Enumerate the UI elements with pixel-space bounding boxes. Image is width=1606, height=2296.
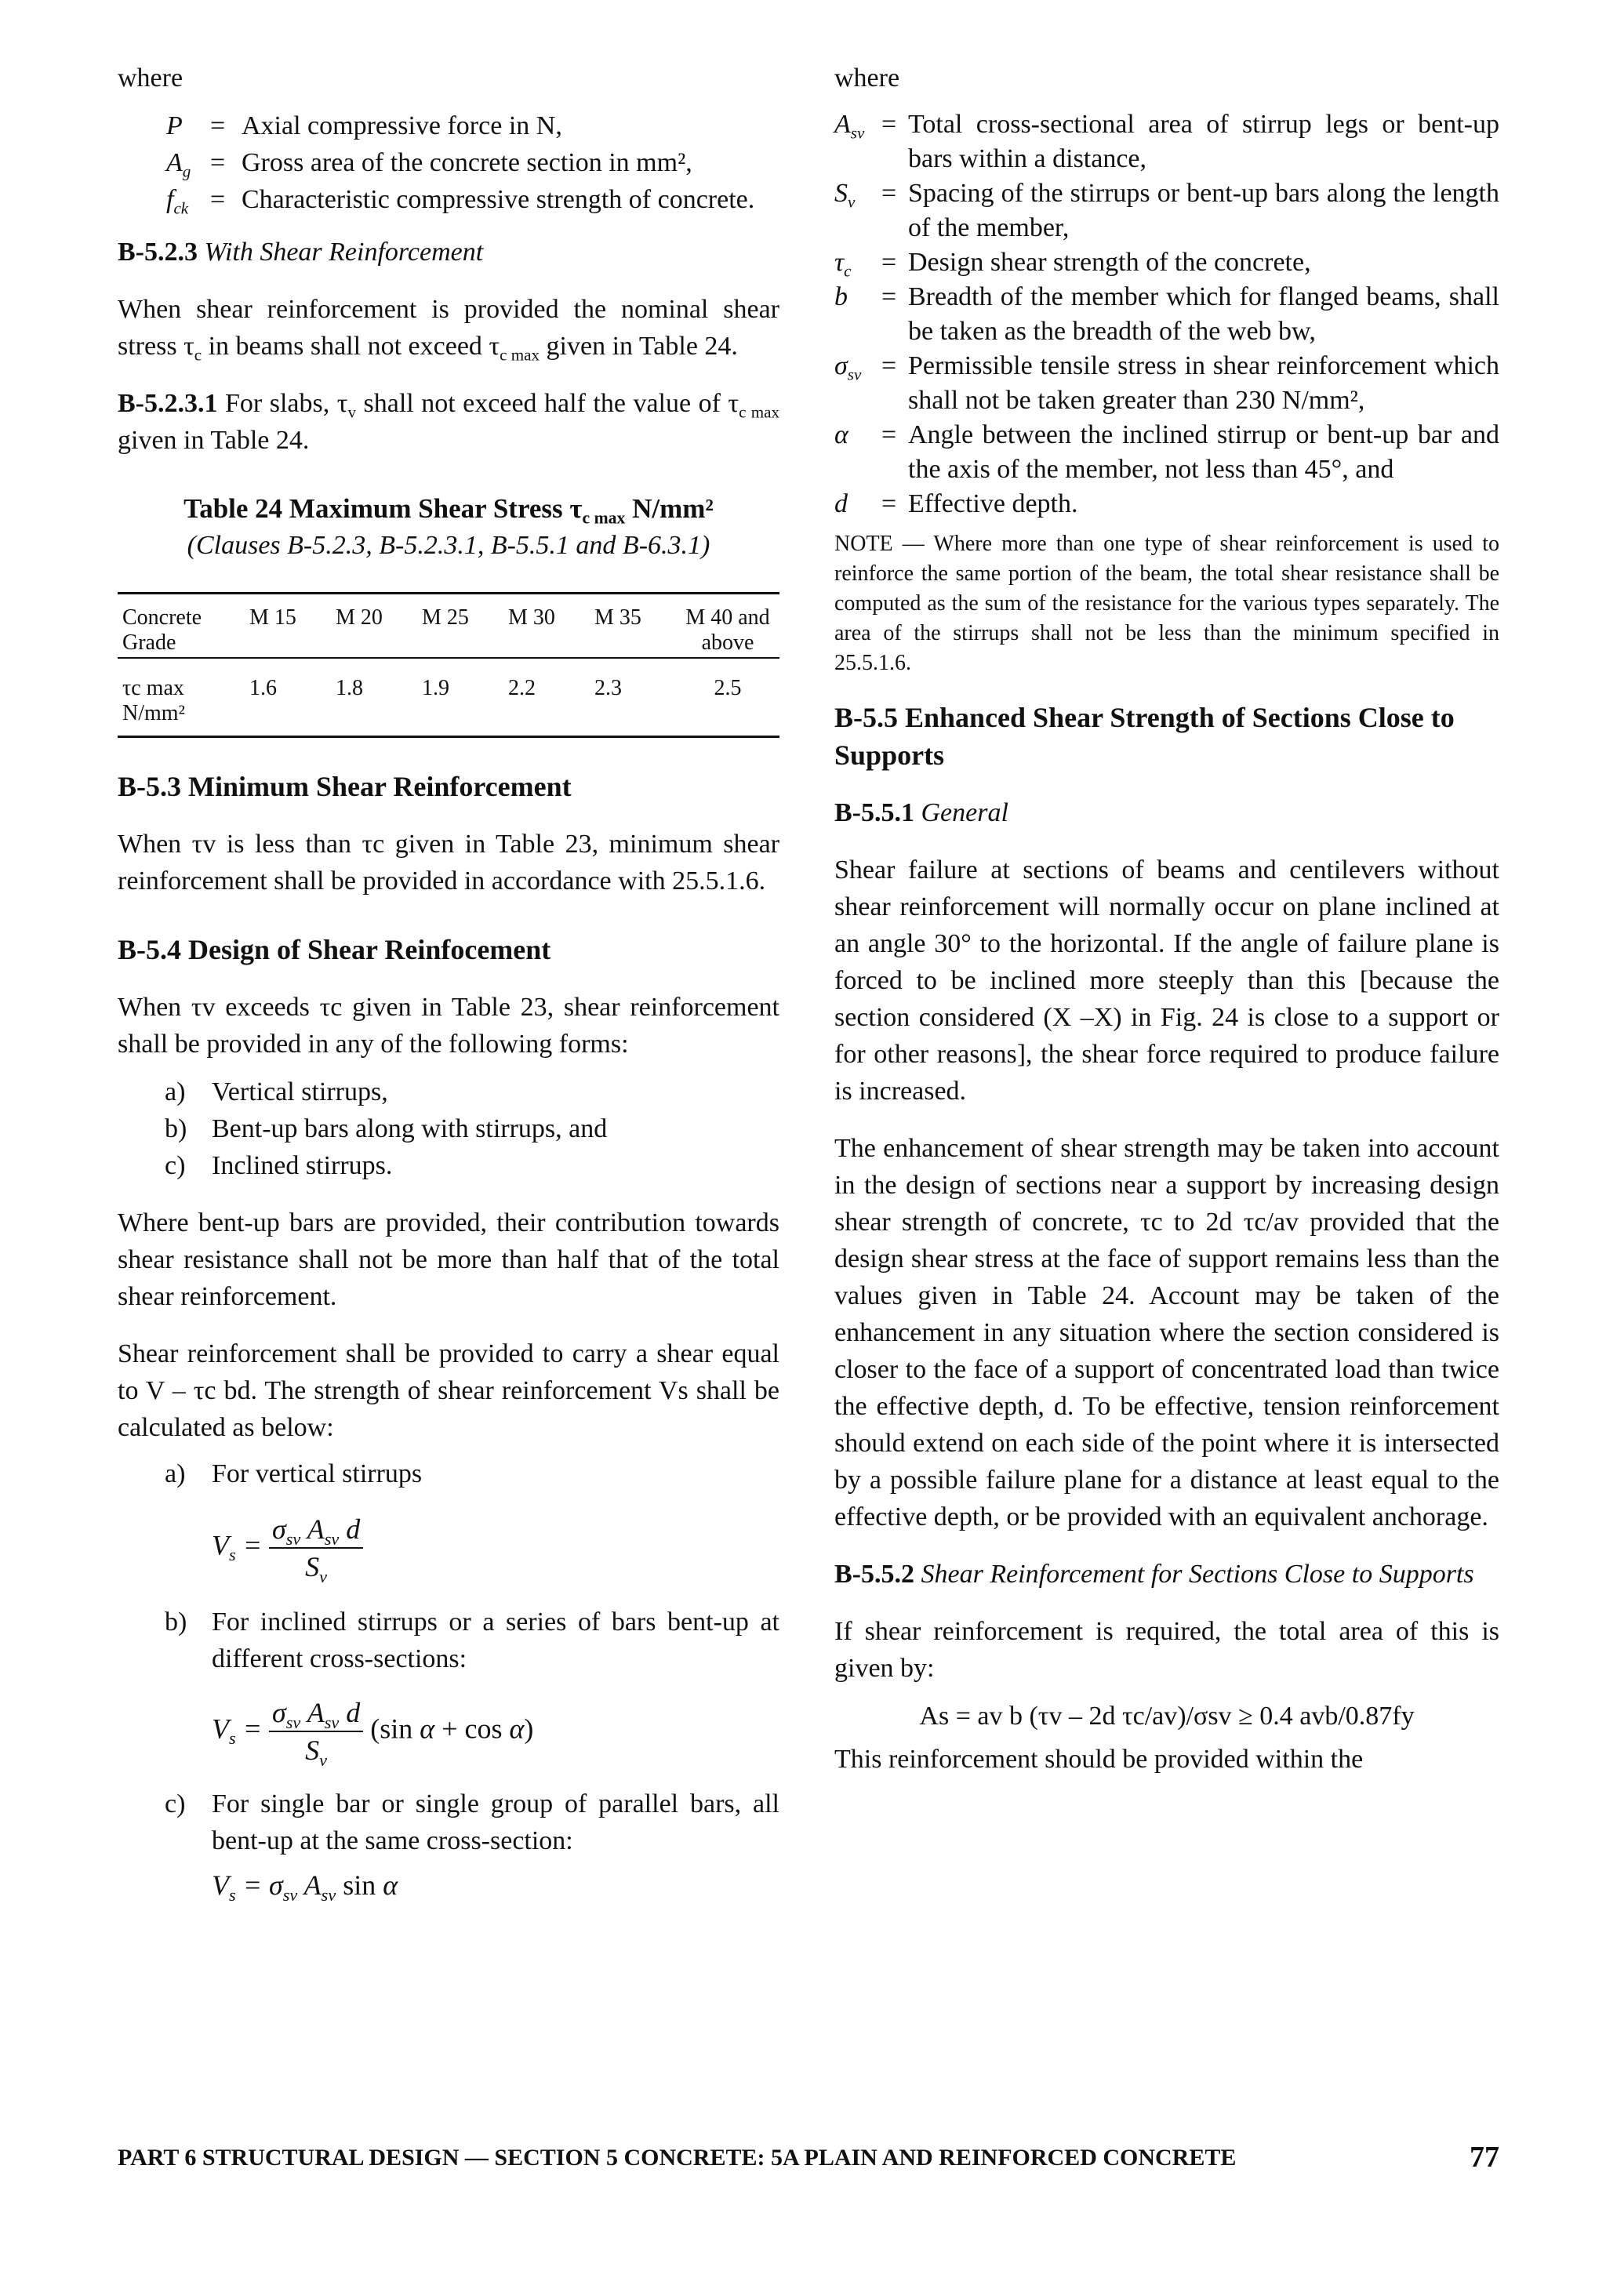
table-cell: 2.3 — [594, 676, 622, 700]
list-key: b) — [165, 1608, 187, 1637]
formula-single-bar: $V_s = \sigma_{sv}$ $A_{sv}$ sin α — [212, 1869, 398, 1905]
def-equals: = — [210, 148, 226, 177]
table-cell: 2.2 — [508, 676, 536, 700]
def-symbol: P — [166, 111, 183, 140]
axial-definitions — [118, 107, 779, 218]
case-c-text: For single bar or single group of parallel bars, all bent-up at the same cross-section: — [212, 1789, 779, 1855]
def-symbol: $f_{ck}$ — [166, 185, 189, 218]
def-symbol: b — [834, 282, 848, 311]
page-number: 77 — [1470, 2141, 1499, 2174]
list-key: c) — [165, 1151, 186, 1180]
where-label: where — [834, 64, 900, 93]
clause-b551-heading: B-5.5.1 General — [834, 798, 1008, 827]
table-cell: 1.9 — [422, 676, 449, 700]
def-symbol: $A_{sv}$ — [834, 110, 865, 143]
def-text: Axial compressive force in N, — [242, 111, 562, 140]
right-column — [834, 60, 1499, 1778]
shear-carry-text: Shear reinforcement shall be provided to carry a shear equal to V – τc bd. The strength of shear reinforcement Vs shall be calculated as below: — [118, 1339, 779, 1442]
def-text: Gross area of the concrete section in mm², — [242, 148, 692, 177]
clause-b523-text: When shear reinforcement is provided the nominal shear stress $\tau_c$ in beams shall not exceed $\tau_{c max}$ given in Table 24. — [118, 295, 779, 365]
def-equals: = — [881, 248, 897, 277]
table-cell: 1.8 — [336, 676, 363, 700]
list-item: Inclined stirrups. — [212, 1151, 393, 1180]
shear-failure-text: Shear failure at sections of beams and centilevers without shear reinforcement will normally occur on plane inclined at an angle 30° to the horizontal. If the angle of failure plane is forced to be inclined more steeply than this [because the section considered (X –X) in Fig. 24 is close to a support or for other reasons], the shear force required to produce failure is increased. — [834, 856, 1499, 1106]
def-symbol: $\tau_c$ — [834, 248, 852, 281]
page-footer — [118, 2141, 1499, 2174]
def-equals: = — [881, 489, 897, 518]
shear-area-text: If shear reinforcement is required, the total area of this is given by: — [834, 1617, 1499, 1683]
table-value-row — [118, 658, 779, 737]
list-key: a) — [165, 1459, 186, 1488]
def-text: Characteristic compressive strength of concrete. — [242, 185, 755, 214]
enhancement-text: The enhancement of shear strength may be taken into account in the design of sections near a support by increasing design shear strength of concrete, τc to 2d τc/av provided that the design shear stress at the face of support remains less than the values given in Table 24. Account may be taken of the enhancement in any situation where the section considered is closer to the face of a support of concentrated load than twice the effective depth, d. To be effective, tension reinforcement should extend on each side of the point where it is intersected by a possible failure plane for a distance at least equal to the effective depth, or be provided with an equivalent anchorage. — [834, 1134, 1499, 1531]
case-a-text: For vertical stirrups — [212, 1459, 423, 1488]
left-column — [118, 60, 779, 1903]
list-key: b) — [165, 1114, 187, 1143]
formula-area: As = av b (τv – 2d τc/av)/σsv ≥ 0.4 avb/0.87fy — [919, 1702, 1415, 1731]
formula-vertical-stirrups: $V_s$ = $\frac{\sigma_{sv} A_{sv} d}{S_v}$ — [118, 1511, 779, 1585]
table-header-cell: M 40 and above — [685, 605, 770, 655]
case-b — [118, 1604, 779, 1677]
list-item: Vertical stirrups, — [212, 1077, 388, 1106]
reinforcement-forms-list — [118, 1074, 779, 1184]
def-symbol: $S_v$ — [834, 179, 856, 212]
def-text: Effective depth. — [908, 489, 1078, 518]
def-symbol: $\sigma_{sv}$ — [834, 351, 862, 384]
case-c — [118, 1786, 779, 1859]
def-symbol: d — [834, 489, 848, 518]
where-label: where — [118, 64, 183, 93]
table-row-label: τc max N/mm² — [122, 676, 185, 725]
provision-text: This reinforcement should be provided within the — [834, 1745, 1364, 1774]
table-24-title: Table 24 Maximum Shear Stress $\tau_{c max}$ N/mm² — [183, 493, 714, 528]
section-b55-heading: B-5.5 Enhanced Shear Strength of Sections Close to Supports — [834, 702, 1455, 771]
bent-up-bars-text: Where bent-up bars are provided, their contribution towards shear resistance shall not be more than half that of the total shear reinforcement. — [118, 1208, 779, 1311]
section-b54-heading: B-5.4 Design of Shear Reinfocement — [118, 934, 551, 965]
def-symbol: α — [834, 420, 848, 449]
def-equals: = — [881, 110, 897, 139]
table-header-row — [118, 594, 779, 659]
def-equals: = — [210, 185, 226, 214]
def-equals: = — [881, 420, 897, 449]
table-cell: 2.5 — [714, 676, 742, 700]
def-equals: = — [881, 179, 897, 208]
list-item: Bent-up bars along with stirrups, and — [212, 1114, 608, 1143]
clause-b5231-text: B-5.2.3.1 For slabs, $\tau_v$ shall not exceed half the value of $\tau_{c max}$ given in Table 24. — [118, 389, 780, 455]
def-text: Total cross-sectional area of stirrup legs or bent-up bars within a distance, — [908, 110, 1499, 173]
def-text: Breadth of the member which for flanged beams, shall be taken as the breadth of the web bw, — [908, 282, 1499, 346]
formula-inclined-stirrups: $V_s$ = $\frac{\sigma_{sv} A_{sv} d}{S_v}$ (sin α + cos α) — [118, 1695, 779, 1768]
def-equals: = — [210, 111, 226, 140]
table-header-cell: M 15 — [249, 605, 296, 630]
list-key: a) — [165, 1077, 186, 1106]
section-b54-text: When τv exceeds τc given in Table 23, shear reinforcement shall be provided in any of the following forms: — [118, 993, 779, 1059]
list-key: c) — [165, 1789, 186, 1818]
def-equals: = — [881, 351, 897, 380]
shear-definitions — [834, 107, 1499, 521]
table-header-cell: M 30 — [508, 605, 555, 630]
section-b53-heading: B-5.3 Minimum Shear Reinforcement — [118, 771, 572, 802]
def-equals: = — [881, 282, 897, 311]
case-a — [118, 1455, 779, 1492]
table-header-cell: M 20 — [336, 605, 383, 630]
table-header-cell: M 25 — [422, 605, 469, 630]
footer-title: PART 6 STRUCTURAL DESIGN — SECTION 5 CONCRETE: 5A PLAIN AND REINFORCED CONCRETE — [118, 2145, 1237, 2171]
note: NOTE — Where more than one type of shear reinforcement is used to reinforce the same portion of the beam, the total shear resistance shall be computed as the sum of the resistance for the various types separately. The area of the stirrups shall not be less than the minimum specified in 25.5.1.6. — [834, 532, 1499, 675]
def-symbol: $A_g$ — [166, 148, 191, 181]
def-text: Spacing of the stirrups or bent-up bars along the length of the member, — [908, 179, 1499, 242]
def-text: Angle between the inclined stirrup or bent-up bar and the axis of the member, not less than 45°, and — [908, 420, 1499, 484]
clause-b552-heading: B-5.5.2 Shear Reinforcement for Sections Close to Supports — [834, 1560, 1474, 1589]
def-text: Permissible tensile stress in shear reinforcement which shall not be taken greater than 230 N/mm², — [908, 351, 1499, 415]
table-cell: 1.6 — [249, 676, 277, 700]
case-b-text: For inclined stirrups or a series of bars bent-up at different cross-sections: — [212, 1608, 779, 1673]
table-24-clauses: (Clauses B-5.2.3, B-5.2.3.1, B-5.5.1 and B-6.3.1) — [187, 531, 710, 560]
clause-b523-heading: B-5.2.3 With Shear Reinforcement — [118, 238, 484, 267]
table-header-cell: Concrete Grade — [122, 605, 202, 655]
table-header-cell: M 35 — [594, 605, 641, 630]
section-b53-text: When τv is less than τc given in Table 23, minimum shear reinforcement shall be provided in accordance with 25.5.1.6. — [118, 830, 779, 896]
def-text: Design shear strength of the concrete, — [908, 248, 1311, 277]
table-24 — [118, 592, 779, 738]
